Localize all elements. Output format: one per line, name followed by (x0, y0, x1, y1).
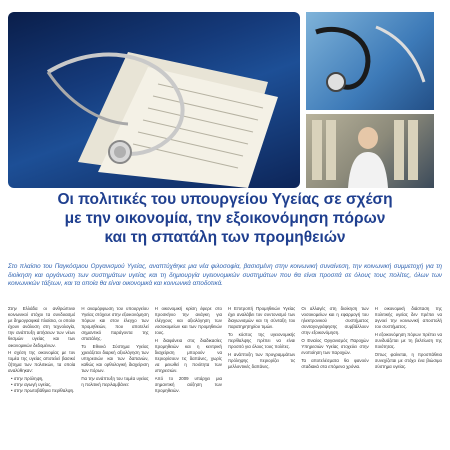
body-paragraph: Το κόστος της υγειονομικής περίθαλψης πρέπει να είναι προσιτό για όλους τους πολίτες. (228, 331, 296, 350)
stethoscope-photo (306, 12, 434, 110)
article-column-1 (8, 306, 75, 450)
headline-line-2: με την οικονομία, την εξοικονόμηση πόρων (64, 210, 386, 227)
body-paragraph: Για την ανάπτυξη του τομέα υγείας η πολιτική περιλαμβάνει: (81, 376, 149, 388)
headline-line-3: και τη σπατάλη των προμηθειών (104, 229, 346, 246)
body-paragraph: Το Εθνικό Σύστημα Υγείας χρειάζεται διαρκή αξιολόγηση των υπηρεσιών και των δαπανών, καθώς και ορθολογική διαχείριση των πόρων. (81, 344, 149, 374)
body-paragraph: Στην Ελλάδα οι ανθρώπινοι κοινωνικοί στόχοι τα συνδυασμό με δημογραφικά πλαίσια, οι οποίοι έχουν ανάλυση στη τεχνολογία, την ανάπτυξη αιτήσεων των νέων θεσμών υγείας και των οικονομικών δεδομένων. (8, 306, 76, 348)
body-paragraph: Ο Ενιαίος Οργανισμός Παροχών Υπηρεσιών Υγείας στοχεύει στην ενοποίηση των παροχών. (301, 337, 369, 356)
body-paragraph: Οι αλλαγές στη διοίκηση των νοσοκομείων και η εφαρμογή του ηλεκτρονικού συστήματος συνταγογράφησης συμβάλλουν στην εξοικονόμηση. (301, 306, 369, 336)
article-column-5 (301, 306, 368, 450)
bullet-item: • στην πρωτοβάθμια περίθαλψη. (11, 388, 75, 394)
pharmacy-worker-photo (306, 114, 434, 188)
body-paragraph: Η Επιτροπή Προμηθειών Υγείας έχει αναλάβει τον συντονισμό των διαγωνισμών και τη σύνταξη του παρατηρητηρίου τιμών. (228, 306, 296, 330)
body-paragraph: Η οικονομική διάσταση της πολιτικής υγείας δεν πρέπει να αγνοεί την κοινωνική αποστολή του συστήματος. (374, 306, 442, 330)
body-paragraph: Τα αποτελέσματα θα φανούν σταδιακά στα επόμενα χρόνια. (301, 357, 369, 369)
article-body (8, 306, 442, 450)
article-lead: Στο πλαίσιο του Παγκόσμιου Οργανισμού Υγείας, αναπτύχθηκε μια νέα φιλοσοφία, βασισμένη στην κοινωνική συναίνεση, την κοινωνική συμμετοχή για τη διοίκηση και οργάνωση των συστημάτων υγείας και τη δημιουργία υγειονομικών συστημάτων που θα είναι προσιτά σε όλους τους πολίτες, όλων των κοινωνικών τάξεων, και τα οποία θα είναι οικονομικά και κοινωνικά αποδοτικά. (8, 263, 442, 288)
bullet-item: • στην αγωγή υγείας, (11, 382, 52, 388)
bullet-item: • στην πρόληψη, (11, 376, 44, 382)
body-paragraph: Από το 2009 υπάρχει μια σημαντική αύξηση των προμηθειών. (154, 376, 222, 394)
article-headline (10, 190, 440, 247)
body-paragraph: Η εξοικονόμηση πόρων πρέπει να συνδυάζεται με τη βελτίωση της ποιότητας. (374, 331, 442, 350)
article-column-4 (228, 306, 295, 450)
stethoscope-documents-photo (8, 12, 300, 188)
article-column-2 (81, 306, 148, 450)
article-column-3 (155, 306, 222, 450)
body-paragraph: Η αναμόρφωση του υπουργείου Υγείας στόχευε στην εξοικονόμηση πόρων και στον έλεγχο των προμηθειών, που αποτελεί σημαντικό παράγοντα της σπατάλης. (81, 306, 149, 342)
article-column-6 (375, 306, 442, 450)
body-paragraph: Η διαφάνεια στις διαδικασίες προμηθειών και η κεντρική διαχείριση μπορούν να περιορίσουν τις δαπάνες, χωρίς να μειωθεί η ποιότητα των υπηρεσιών. (154, 337, 222, 374)
headline-line-1: Οι πολιτικές του υπουργείου Υγείας σε σχέση (57, 191, 393, 208)
bullet-list (8, 376, 75, 394)
body-paragraph: Όπως φαίνεται, η προσπάθεια συνεχίζεται με στόχο ένα βιώσιμο σύστημα υγείας. (374, 351, 442, 369)
body-paragraph: Η ανάπτυξη των προγραμμάτων πρόληψης περιορίζει τις μελλοντικές δαπάνες. (228, 351, 296, 369)
body-paragraph: Η σχέση της οικονομίας με τον τομέα της υγείας αποτελεί βασικό ζήτημα των πολιτικών, τα οποία αναλύθηκαν: (8, 350, 76, 374)
body-paragraph: Η οικονομική κρίση έφερε στο προσκήνιο την ανάγκη για ελέγχους και αξιολόγηση των νοσοκομείων και των προμηθειών τους. (154, 306, 222, 336)
